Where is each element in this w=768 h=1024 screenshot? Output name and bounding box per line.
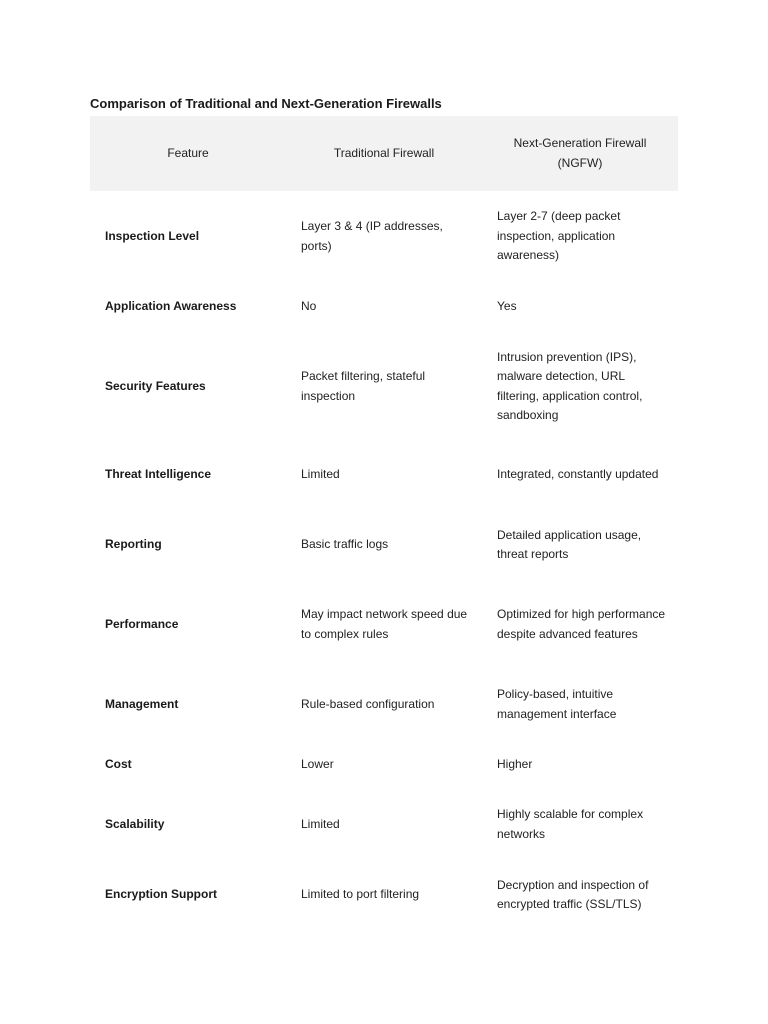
table-row xyxy=(90,667,678,742)
document-title: Comparison of Traditional and Next-Generation Firewalls xyxy=(90,96,442,111)
traditional-cell: Layer 3 & 4 (IP addresses, ports) xyxy=(301,219,443,253)
traditional-cell: Packet filtering, stateful inspection xyxy=(301,369,426,403)
table-row xyxy=(90,331,678,442)
traditional-cell: No xyxy=(301,298,317,313)
table-row xyxy=(90,742,678,787)
table-row xyxy=(90,787,678,862)
feature-cell: Cost xyxy=(105,756,132,771)
traditional-cell: Basic traffic logs xyxy=(301,537,389,552)
table-row xyxy=(90,508,678,582)
table-row xyxy=(90,282,678,331)
table-header-row xyxy=(90,116,678,191)
ngfw-cell: Higher xyxy=(497,756,533,771)
traditional-cell: May impact network speed due to complex rules xyxy=(301,607,468,641)
table-row xyxy=(90,442,678,508)
ngfw-cell: Highly scalable for complex networks xyxy=(497,807,644,841)
ngfw-cell: Layer 2-7 (deep packet inspection, application awareness) xyxy=(497,209,621,263)
traditional-cell: Lower xyxy=(301,756,334,771)
feature-cell: Reporting xyxy=(105,537,162,552)
feature-cell: Inspection Level xyxy=(105,228,200,243)
table-row xyxy=(90,582,678,667)
ngfw-cell: Detailed application usage, threat reports xyxy=(497,527,642,561)
table-row xyxy=(90,862,678,928)
ngfw-cell: Optimized for high performance despite advanced features xyxy=(497,607,666,641)
ngfw-cell: Decryption and inspection of encrypted traffic (SSL/TLS) xyxy=(497,877,649,911)
ngfw-cell: Intrusion prevention (IPS), malware detection, URL filtering, application control, sandboxing xyxy=(497,349,643,422)
traditional-cell: Limited xyxy=(301,467,340,482)
feature-cell: Encryption Support xyxy=(105,887,217,902)
feature-cell: Scalability xyxy=(105,816,165,831)
ngfw-cell: Integrated, constantly updated xyxy=(497,467,659,482)
feature-cell: Performance xyxy=(105,616,179,631)
header-ngfw: Next-Generation Firewall (NGFW) xyxy=(513,136,647,170)
traditional-cell: Limited to port filtering xyxy=(301,887,420,902)
feature-cell: Security Features xyxy=(105,378,206,393)
comparison-table xyxy=(90,116,678,928)
feature-cell: Threat Intelligence xyxy=(105,467,212,482)
table-row xyxy=(90,191,678,282)
feature-cell: Management xyxy=(105,696,179,711)
document-page xyxy=(90,96,678,928)
ngfw-cell: Policy-based, intuitive management interface xyxy=(497,687,617,721)
traditional-cell: Rule-based configuration xyxy=(301,696,435,711)
traditional-cell: Limited xyxy=(301,816,340,831)
feature-cell: Application Awareness xyxy=(105,298,237,313)
header-feature: Feature xyxy=(167,145,209,160)
ngfw-cell: Yes xyxy=(497,298,517,313)
header-traditional: Traditional Firewall xyxy=(333,145,435,160)
